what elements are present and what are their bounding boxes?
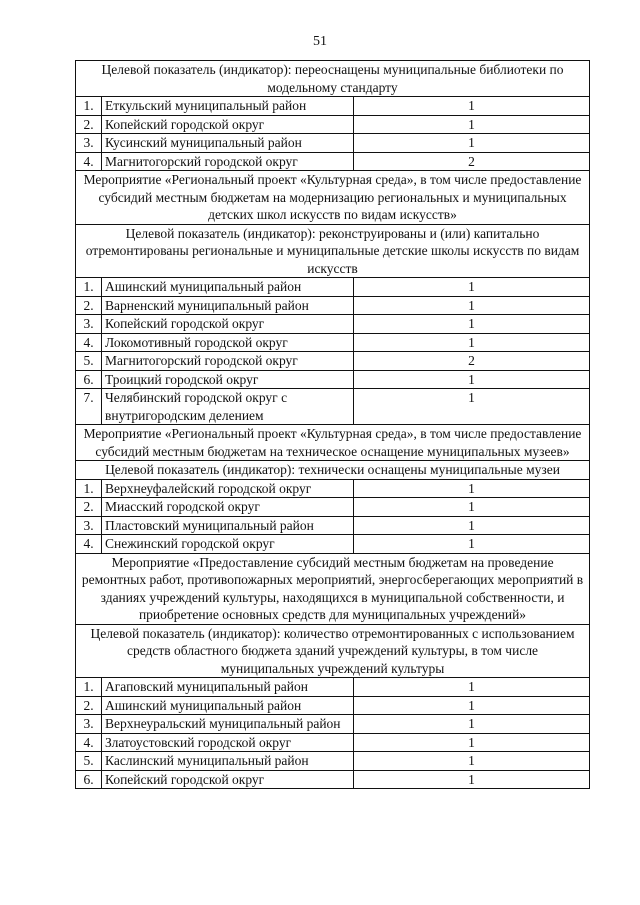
section-header-text: Целевой показатель (индикатор): переоснащены муниципальные библиотеки по модельному стандарту <box>76 61 590 97</box>
row-number: 6. <box>76 770 102 789</box>
municipality-name: Пластовский муниципальный район <box>102 516 354 535</box>
indicator-value: 1 <box>354 715 590 734</box>
municipality-name: Верхнеуфалейский городской округ <box>102 479 354 498</box>
row-number: 5. <box>76 752 102 771</box>
municipality-name: Варненский муниципальный район <box>102 296 354 315</box>
section-header-row <box>76 553 590 624</box>
municipality-name: Златоустовский городской округ <box>102 733 354 752</box>
municipality-name: Троицкий городской округ <box>102 370 354 389</box>
table-row <box>76 152 590 171</box>
table-row <box>76 752 590 771</box>
row-number: 1. <box>76 97 102 116</box>
table-row <box>76 389 590 425</box>
municipality-name: Магнитогорский городской округ <box>102 152 354 171</box>
section-header-text: Мероприятие «Региональный проект «Культурная среда», в том числе предоставление субсидий местным бюджетам на техническое оснащение муниципальных музеев» <box>76 425 590 461</box>
indicator-value: 1 <box>354 115 590 134</box>
row-number: 2. <box>76 296 102 315</box>
municipality-name: Ашинский муниципальный район <box>102 278 354 297</box>
section-header-text: Мероприятие «Предоставление субсидий местным бюджетам на проведение ремонтных работ, противопожарных мероприятий, энергосберегающих мероприятий в зданиях учреждений культуры, находящихся в муниципальной собственности, и приобретение основных средств для муниципальных учреждений» <box>76 553 590 624</box>
municipality-name: Магнитогорский городской округ <box>102 352 354 371</box>
section-header-text: Мероприятие «Региональный проект «Культурная среда», в том числе предоставление субсидий местным бюджетам на модернизацию региональных и муниципальных детских школ искусств по видам искусств» <box>76 171 590 225</box>
table-row <box>76 479 590 498</box>
table-row <box>76 315 590 334</box>
table-row <box>76 296 590 315</box>
indicator-table <box>75 60 590 789</box>
table-row <box>76 134 590 153</box>
indicator-table-body <box>76 61 590 789</box>
row-number: 4. <box>76 152 102 171</box>
indicator-value: 1 <box>354 370 590 389</box>
table-row <box>76 370 590 389</box>
table-row <box>76 278 590 297</box>
indicator-value: 1 <box>354 134 590 153</box>
indicator-value: 1 <box>354 733 590 752</box>
row-number: 4. <box>76 733 102 752</box>
row-number: 2. <box>76 696 102 715</box>
section-header-text: Целевой показатель (индикатор): технически оснащены муниципальные музеи <box>76 461 590 480</box>
municipality-name: Копейский городской округ <box>102 115 354 134</box>
municipality-name: Ашинский муниципальный район <box>102 696 354 715</box>
table-row <box>76 333 590 352</box>
municipality-name: Челябинский городской округ с внутригородским делением <box>102 389 354 425</box>
indicator-value: 1 <box>354 278 590 297</box>
indicator-value: 1 <box>354 770 590 789</box>
table-row <box>76 733 590 752</box>
table-row <box>76 97 590 116</box>
page-number: 51 <box>313 34 327 49</box>
municipality-name: Миасский городской округ <box>102 498 354 517</box>
row-number: 6. <box>76 370 102 389</box>
table-row <box>76 678 590 697</box>
indicator-value: 1 <box>354 678 590 697</box>
indicator-value: 1 <box>354 752 590 771</box>
municipality-name: Копейский городской округ <box>102 770 354 789</box>
municipality-name: Копейский городской округ <box>102 315 354 334</box>
municipality-name: Снежинский городской округ <box>102 535 354 554</box>
section-header-text: Целевой показатель (индикатор): реконструированы и (или) капитально отремонтированы региональные и муниципальные детские школы искусств по видам искусств <box>76 224 590 278</box>
indicator-value: 1 <box>354 498 590 517</box>
section-header-row <box>76 624 590 678</box>
section-header-row <box>76 461 590 480</box>
table-row <box>76 535 590 554</box>
row-number: 7. <box>76 389 102 425</box>
row-number: 1. <box>76 278 102 297</box>
section-header-row <box>76 425 590 461</box>
row-number: 2. <box>76 498 102 517</box>
municipality-name: Еткульский муниципальный район <box>102 97 354 116</box>
municipality-name: Локомотивный городской округ <box>102 333 354 352</box>
table-row <box>76 715 590 734</box>
indicator-value: 1 <box>354 479 590 498</box>
indicator-value: 1 <box>354 696 590 715</box>
row-number: 3. <box>76 516 102 535</box>
municipality-name: Агаповский муниципальный район <box>102 678 354 697</box>
indicator-value: 1 <box>354 535 590 554</box>
municipality-name: Верхнеуральский муниципальный район <box>102 715 354 734</box>
indicator-value: 1 <box>354 315 590 334</box>
section-header-text: Целевой показатель (индикатор): количество отремонтированных с использованием средств областного бюджета зданий учреждений культуры, в том числе муниципальных учреждений культуры <box>76 624 590 678</box>
row-number: 1. <box>76 479 102 498</box>
table-row <box>76 696 590 715</box>
row-number: 5. <box>76 352 102 371</box>
row-number: 2. <box>76 115 102 134</box>
indicator-value: 2 <box>354 352 590 371</box>
indicator-value: 1 <box>354 97 590 116</box>
table-row <box>76 498 590 517</box>
municipality-name: Кусинский муниципальный район <box>102 134 354 153</box>
section-header-row <box>76 224 590 278</box>
indicator-value: 1 <box>354 389 590 425</box>
municipality-name: Каслинский муниципальный район <box>102 752 354 771</box>
table-row <box>76 516 590 535</box>
section-header-row <box>76 171 590 225</box>
indicator-value: 1 <box>354 516 590 535</box>
indicator-value: 1 <box>354 296 590 315</box>
row-number: 1. <box>76 678 102 697</box>
indicator-value: 2 <box>354 152 590 171</box>
row-number: 3. <box>76 315 102 334</box>
table-row <box>76 770 590 789</box>
indicator-value: 1 <box>354 333 590 352</box>
row-number: 3. <box>76 715 102 734</box>
table-row <box>76 115 590 134</box>
row-number: 4. <box>76 333 102 352</box>
row-number: 4. <box>76 535 102 554</box>
row-number: 3. <box>76 134 102 153</box>
table-row <box>76 352 590 371</box>
section-header-row <box>76 61 590 97</box>
